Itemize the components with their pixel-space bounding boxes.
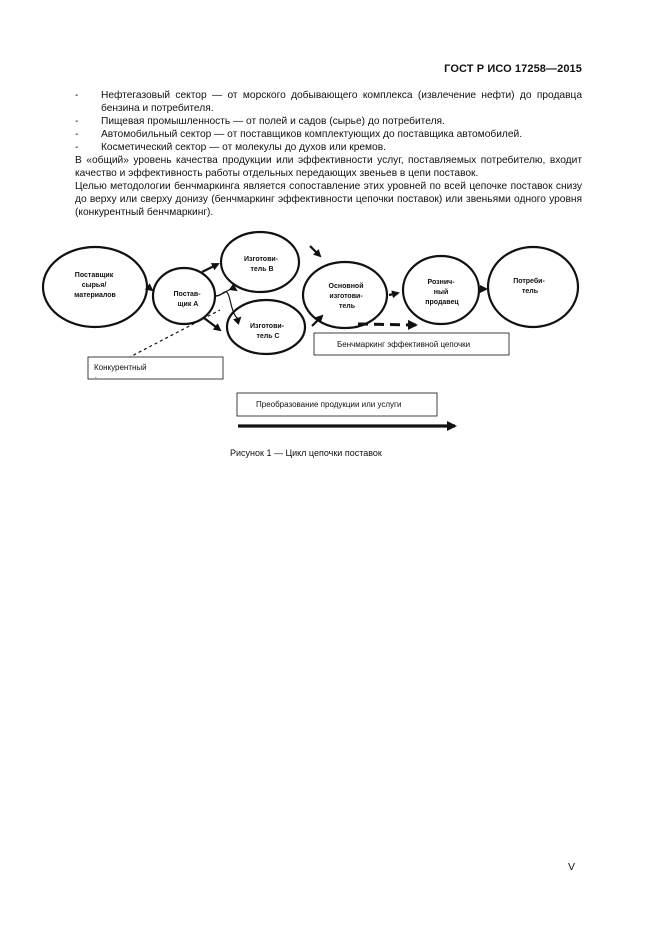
node-retailer xyxy=(403,256,479,324)
box-transformation xyxy=(237,393,437,416)
box-chain-benchmarking xyxy=(314,333,509,355)
node-supplier-label: Поставщик сырья/ материалов xyxy=(74,272,116,299)
node-main-manufacturer xyxy=(303,262,387,328)
paragraph-text: Целью методологии бенчмаркинга является сопоставление этих уровней по всей цепочке поставок снизу до верху или сверху донизу (бенчмаркинг эффективности цепочки поставок) или звеньями одного уровня (конкурентный бенчмаркинг). xyxy=(75,181,582,218)
arrow-a-to-b xyxy=(202,264,218,272)
arrow-supplier-to-a xyxy=(148,287,152,290)
box-chain-benchmarking-label: Бенчмаркинг эффективной цепочки xyxy=(337,340,471,349)
dashed-arrow-chain-benchmarking xyxy=(358,324,416,325)
list-item-text: Косметический сектор — от молекулы до духов или кремов. xyxy=(101,142,386,153)
node-manufacturer-b-label: Изготови- тель В xyxy=(244,256,279,273)
node-manufacturer-b xyxy=(221,232,299,292)
list-item-text: Автомобильный сектор — от поставщиков комплектующих до поставщика автомобилей. xyxy=(101,129,523,140)
list-item-text: Пищевая промышленность — от полей и садов (сырье) до потребителя. xyxy=(101,116,445,127)
document-header: ГОСТ Р ИСО 17258—2015 xyxy=(444,63,582,75)
arrow-b-to-main xyxy=(310,246,320,256)
figure-caption: Рисунок 1 — Цикл цепочки поставок xyxy=(230,448,382,458)
list-dash: - xyxy=(75,116,79,127)
node-manufacturer-c xyxy=(227,300,305,354)
dashed-line-competitive-benchmarking xyxy=(128,310,220,358)
page-number: V xyxy=(567,861,575,873)
list-item-text: Нефтегазовый сектор — от морского добывающего комплекса (извлечение нефти) до продавца бензина и потребителя. xyxy=(101,90,582,114)
arrow-a-to-c-curve xyxy=(216,292,240,319)
list-dash: - xyxy=(75,142,79,153)
box-competitive xyxy=(88,357,223,381)
arrow-main-to-retailer xyxy=(389,293,398,295)
box-competitive-cut-glyph: - xyxy=(95,375,97,381)
node-consumer xyxy=(488,247,578,327)
arrow-a-to-c xyxy=(204,318,220,330)
box-transformation-label: Преобразование продукции или услуги xyxy=(256,400,402,409)
list-dash: - xyxy=(75,129,79,140)
node-supplier xyxy=(43,247,147,327)
node-consumer-label: Потреби- тель xyxy=(513,278,545,295)
node-supplier-a xyxy=(153,268,215,324)
list-dash: - xyxy=(75,90,79,101)
node-main-manufacturer-label: Основной изготови- тель xyxy=(328,283,364,310)
node-manufacturer-c-label: Изготови- тель С xyxy=(250,323,285,340)
node-retailer-label: Рознич- ный продавец xyxy=(425,279,459,306)
arrow-a-to-b-curve xyxy=(216,289,236,296)
node-supplier-a-label: Постав- щик А xyxy=(173,291,201,308)
paragraph-text: В «общий» уровень качества продукции или эффективности услуг, поставляемых потребителю, входит качество и эффективность работы отдельных передающих звеньев в цепи поставок. xyxy=(75,155,582,179)
box-competitive-label: Конкурентный xyxy=(94,363,147,372)
